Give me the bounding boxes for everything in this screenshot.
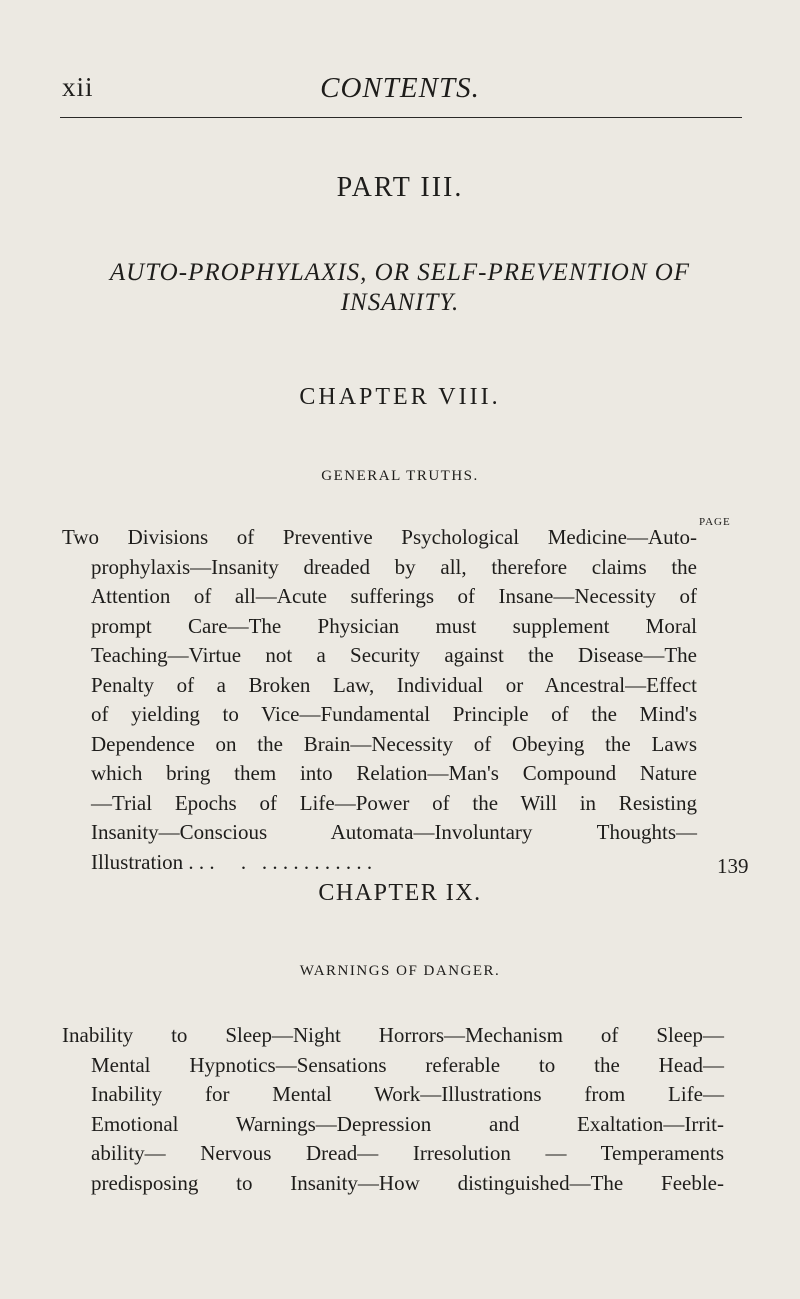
part-subtitle-line-1: AUTO-PROPHYLAXIS, OR SELF-PREVENTION OF [109, 259, 691, 286]
part-title: PART III. [336, 172, 464, 203]
running-head [0, 72, 800, 112]
synopsis-line: Teaching—Virtue not a Security against the Disease—The [91, 643, 697, 667]
part-subtitle [0, 258, 800, 318]
running-title: CONTENTS. [320, 72, 480, 104]
synopsis-line: predisposing to Insanity—How distinguished—The Feeble- [91, 1170, 724, 1195]
synopsis-line: Inability to Sleep—Night Horrors—Mechanism of Sleep— [62, 1023, 724, 1047]
chapter-9-title: CHAPTER IX. [318, 880, 482, 906]
synopsis-line: —Trial Epochs of Life—Power of the Will in Resisting [91, 790, 697, 815]
synopsis-last-word: Illustration [91, 849, 184, 874]
synopsis-last-line [62, 848, 749, 878]
synopsis-line: Insanity—Conscious Automata—Involuntary Thoughts— [91, 820, 697, 844]
synopsis-line: prophylaxis—Insanity dreaded by all, therefore claims the [91, 554, 697, 579]
page-folio: xii [62, 72, 94, 102]
dot-leaders: . . . . . . . . . . . . . . . [183, 849, 373, 874]
synopsis-line: Penalty of a Broken Law, Individual or Ancestral—Effect [91, 672, 697, 697]
chapter-9-synopsis [62, 1021, 724, 1198]
header-rule [60, 117, 742, 118]
chapter-8-subtitle: GENERAL TRUTHS. [321, 468, 479, 484]
synopsis-line: ability— Nervous Dread— Irresolution — Temperaments [91, 1141, 724, 1165]
synopsis-line: of yielding to Vice—Fundamental Principle of the Mind's [91, 702, 697, 726]
synopsis-line: Dependence on the Brain—Necessity of Obeying the Laws [91, 731, 697, 756]
synopsis-line: Inability for Mental Work—Illustrations from Life— [91, 1082, 724, 1106]
synopsis-line: Two Divisions of Preventive Psychological Medicine—Auto- [62, 525, 697, 549]
synopsis-line: Emotional Warnings—Depression and Exaltation—Irrit- [91, 1111, 724, 1136]
page-number: 139 [717, 853, 749, 878]
page-column-label: PAGE [699, 516, 731, 528]
synopsis-line: Attention of all—Acute sufferings of Insane—Necessity of [91, 584, 697, 608]
part-subtitle-line-2: INSANITY. [340, 289, 460, 316]
chapter-8-title: CHAPTER VIII. [299, 384, 501, 410]
chapter-9-subtitle: WARNINGS OF DANGER. [299, 963, 501, 979]
synopsis-line: Mental Hypnotics—Sensations referable to the Head— [91, 1052, 724, 1077]
synopsis-line: prompt Care—The Physician must supplement Moral [91, 613, 697, 638]
synopsis-line: which bring them into Relation—Man's Compound Nature [91, 761, 697, 785]
chapter-8-synopsis [62, 523, 749, 878]
